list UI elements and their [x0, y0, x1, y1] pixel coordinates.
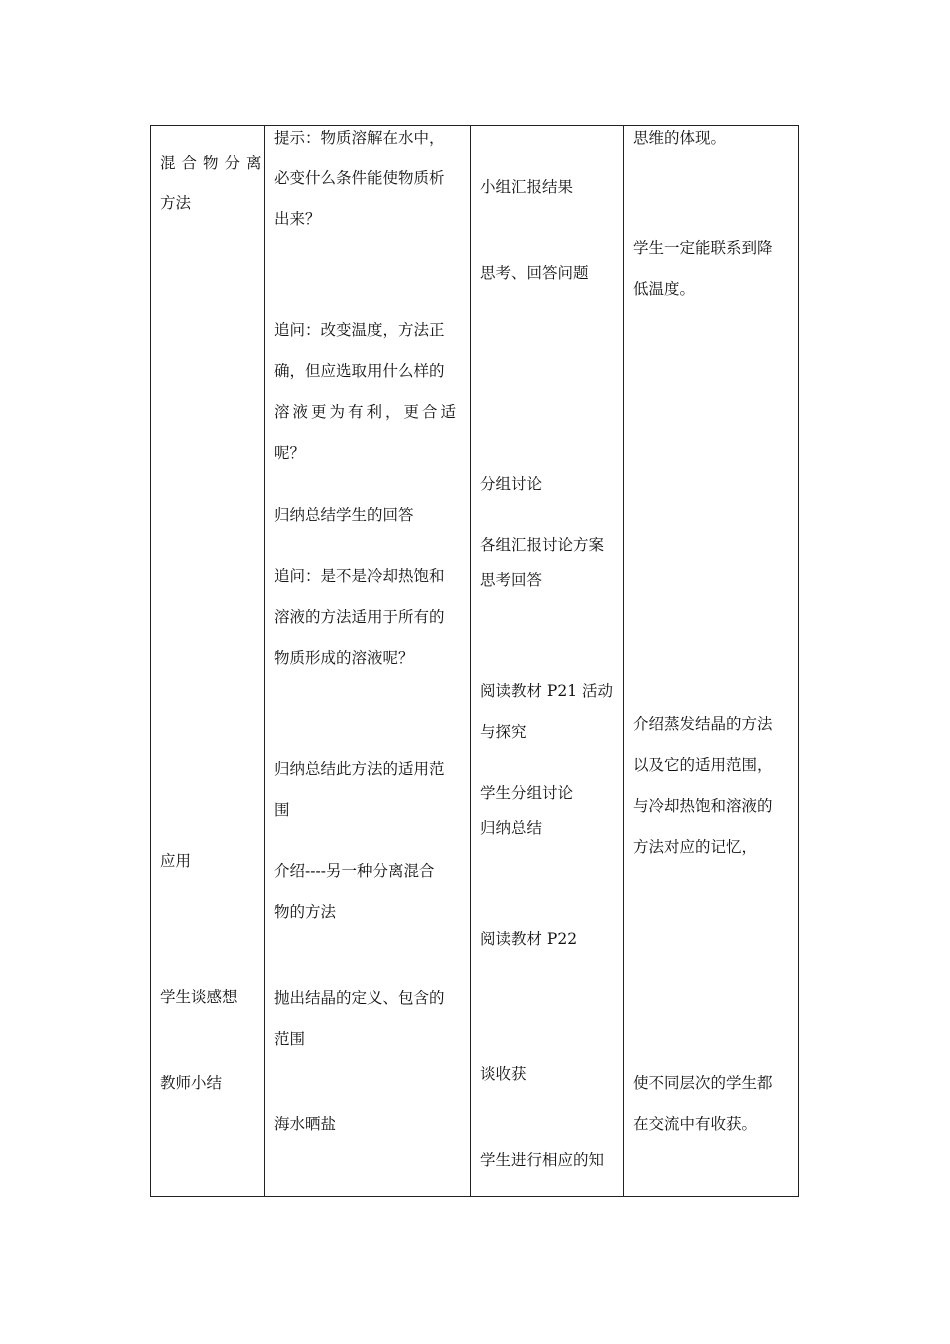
design-intent: 与冷却热饱和溶液的	[633, 797, 773, 815]
teacher-activity: 确，但应选取用什么样的	[274, 362, 445, 380]
column-divider	[470, 125, 471, 1197]
design-intent: 介绍蒸发结晶的方法	[633, 715, 773, 733]
design-intent: 方法对应的记忆，	[633, 838, 758, 856]
student-activity: 思考回答	[480, 571, 543, 589]
design-intent: 学生一定能联系到降	[633, 239, 773, 257]
teacher-activity: 溶液的方法适用于所有的	[274, 608, 445, 626]
teacher-activity: 介绍----另一种分离混合	[274, 862, 435, 880]
student-activity: 谈收获	[480, 1065, 527, 1083]
design-intent: 思维的体现。	[633, 129, 727, 147]
student-activity: 各组汇报讨论方案	[480, 536, 605, 554]
student-activity: 学生进行相应的知	[480, 1151, 605, 1169]
topic-label: 方法	[160, 194, 192, 212]
teacher-activity: 呢？	[274, 444, 306, 462]
student-activity: 与探究	[480, 723, 527, 741]
teacher-activity: 归纳总结此方法的适用范	[274, 760, 445, 778]
student-activity: 思考、回答问题	[480, 264, 589, 282]
student-activity: 阅读教材 P21 活动	[480, 682, 614, 700]
lesson-table	[150, 125, 799, 1197]
design-intent: 以及它的适用范围，	[633, 756, 773, 774]
teacher-activity: 归纳总结学生的回答	[274, 506, 414, 524]
student-activity: 学生分组讨论	[480, 784, 574, 802]
student-activity: 小组汇报结果	[480, 178, 574, 196]
column-divider	[623, 125, 624, 1197]
column-divider	[264, 125, 265, 1197]
design-intent: 低温度。	[633, 280, 696, 298]
teacher-activity: 物质形成的溶液呢？	[274, 649, 414, 667]
teacher-activity: 围	[274, 801, 290, 819]
stage-label: 学生谈感想	[160, 988, 238, 1006]
teacher-activity: 出来？	[274, 210, 321, 228]
teacher-activity: 溶液更为有利，更合适	[274, 403, 460, 421]
stage-label: 应用	[160, 852, 192, 870]
teacher-activity: 提示：物质溶解在水中，	[274, 129, 445, 147]
student-activity: 分组讨论	[480, 475, 543, 493]
student-activity: 阅读教材 P22	[480, 930, 578, 948]
stage-label: 教师小结	[160, 1074, 223, 1092]
teacher-activity: 追问：改变温度，方法正	[274, 321, 445, 339]
teacher-activity: 抛出结晶的定义、包含的	[274, 989, 445, 1007]
design-intent: 使不同层次的学生都	[633, 1074, 773, 1092]
teacher-activity: 物的方法	[274, 903, 337, 921]
teacher-activity: 追问：是不是冷却热饱和	[274, 567, 445, 585]
topic-label: 混合物分离	[160, 154, 268, 172]
teacher-activity: 范围	[274, 1030, 306, 1048]
teacher-activity: 海水晒盐	[274, 1115, 337, 1133]
student-activity: 归纳总结	[480, 819, 543, 837]
design-intent: 在交流中有收获。	[633, 1115, 758, 1133]
teacher-activity: 必变什么条件能使物质析	[274, 169, 445, 187]
